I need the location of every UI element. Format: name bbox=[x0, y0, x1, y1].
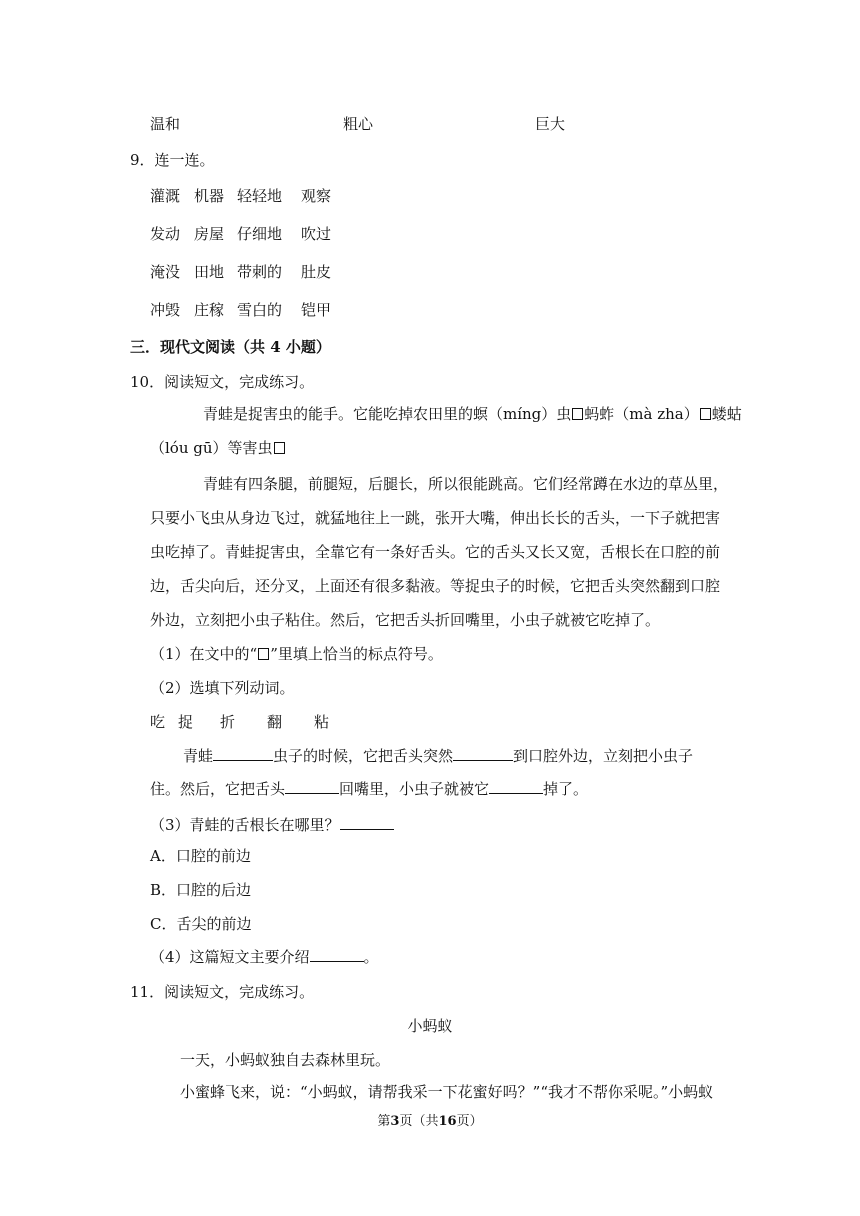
passage-line-4: 只要小飞虫从身边飞过，就猛地往上一跳，张开大嘴，伸出长长的舌头，一下子就把害 bbox=[150, 509, 721, 527]
sub-question-4: （4）这篇短文主要介绍 。 bbox=[150, 948, 379, 966]
word-wenhe: 温和 bbox=[150, 115, 181, 133]
question-11-title: 11．阅读短文，完成练习。 bbox=[130, 983, 315, 1001]
question-9-title: 9．连一连。 bbox=[130, 151, 215, 169]
choice-a[interactable]: A．口腔的前边 bbox=[150, 847, 251, 865]
story-line-2: 小蜜蜂飞来，说：“小蚂蚁，请帮我采一下花蜜好吗？”“我才不帮你采呢。”小蚂蚁 bbox=[180, 1083, 714, 1101]
story-title: 小蚂蚁 bbox=[407, 1017, 453, 1035]
fill-line-2: 住。然后，它把舌头 回嘴里，小虫子就被它 掉了。 bbox=[150, 780, 589, 798]
punct-box bbox=[258, 648, 269, 660]
blank-field[interactable] bbox=[310, 946, 364, 962]
match-row-4: 冲毁 庄稼 雪白的 铠甲 bbox=[150, 301, 332, 319]
blank-field[interactable] bbox=[285, 778, 339, 794]
sub-question-3: （3）青蛙的舌根长在哪里？ bbox=[150, 814, 394, 835]
passage-line-5: 虫吃掉了。青蛙捉害虫，全靠它有一条好舌头。它的舌头又长又宽，舌根长在口腔的前 bbox=[150, 543, 721, 561]
choice-b[interactable]: B．口腔的后边 bbox=[150, 881, 252, 899]
blank-field[interactable] bbox=[340, 814, 394, 830]
match-row-3: 淹没 田地 带刺的 肚皮 bbox=[150, 263, 332, 281]
punct-box bbox=[274, 442, 285, 454]
section-3-heading: 三．现代文阅读（共 4 小题） bbox=[130, 338, 331, 356]
passage-line-2: （lóu gū）等害虫 bbox=[150, 438, 286, 458]
match-row-2: 发动 房屋 仔细地 吹过 bbox=[150, 225, 332, 243]
question-10-title: 10．阅读短文，完成练习。 bbox=[130, 373, 315, 391]
blank-field[interactable] bbox=[213, 745, 273, 761]
word-juda: 巨大 bbox=[535, 115, 566, 133]
punct-box bbox=[572, 408, 583, 420]
match-row-1: 灌溉 机器 轻轻地 观察 bbox=[150, 187, 332, 205]
sub-question-2: （2）选填下列动词。 bbox=[150, 679, 295, 697]
sub-question-1: （1）在文中的“ ”里填上恰当的标点符号。 bbox=[150, 645, 443, 663]
verb-options: 吃 捉 折 翻 粘 bbox=[150, 713, 330, 731]
fill-line-1: 青蛙 虫子的时候，它把舌头突然 到口腔外边，立刻把小虫子 bbox=[183, 747, 694, 765]
passage-line-1: 青蛙是捉害虫的能手。它能吃掉农田里的螟（míng）虫 蚂蚱（mà zha） 蝼蛄 bbox=[203, 405, 742, 423]
choice-c[interactable]: C．舌尖的前边 bbox=[150, 915, 252, 933]
blank-field[interactable] bbox=[453, 745, 513, 761]
blank-field[interactable] bbox=[489, 778, 543, 794]
story-line-1: 一天，小蚂蚁独自去森林里玩。 bbox=[180, 1051, 391, 1069]
page-footer: 第3页（共16页） bbox=[377, 1114, 483, 1129]
passage-line-7: 外边，立刻把小虫子粘住。然后，它把舌头折回嘴里，小虫子就被它吃掉了。 bbox=[150, 611, 661, 629]
passage-line-3: 青蛙有四条腿，前腿短，后腿长，所以很能跳高。它们经常蹲在水边的草丛里， bbox=[203, 475, 729, 493]
passage-line-6: 边，舌尖向后，还分叉，上面还有很多黏液。等捉虫子的时候，它把舌头突然翻到口腔 bbox=[150, 577, 721, 595]
word-cuxin: 粗心 bbox=[343, 115, 374, 133]
punct-box bbox=[700, 408, 711, 420]
